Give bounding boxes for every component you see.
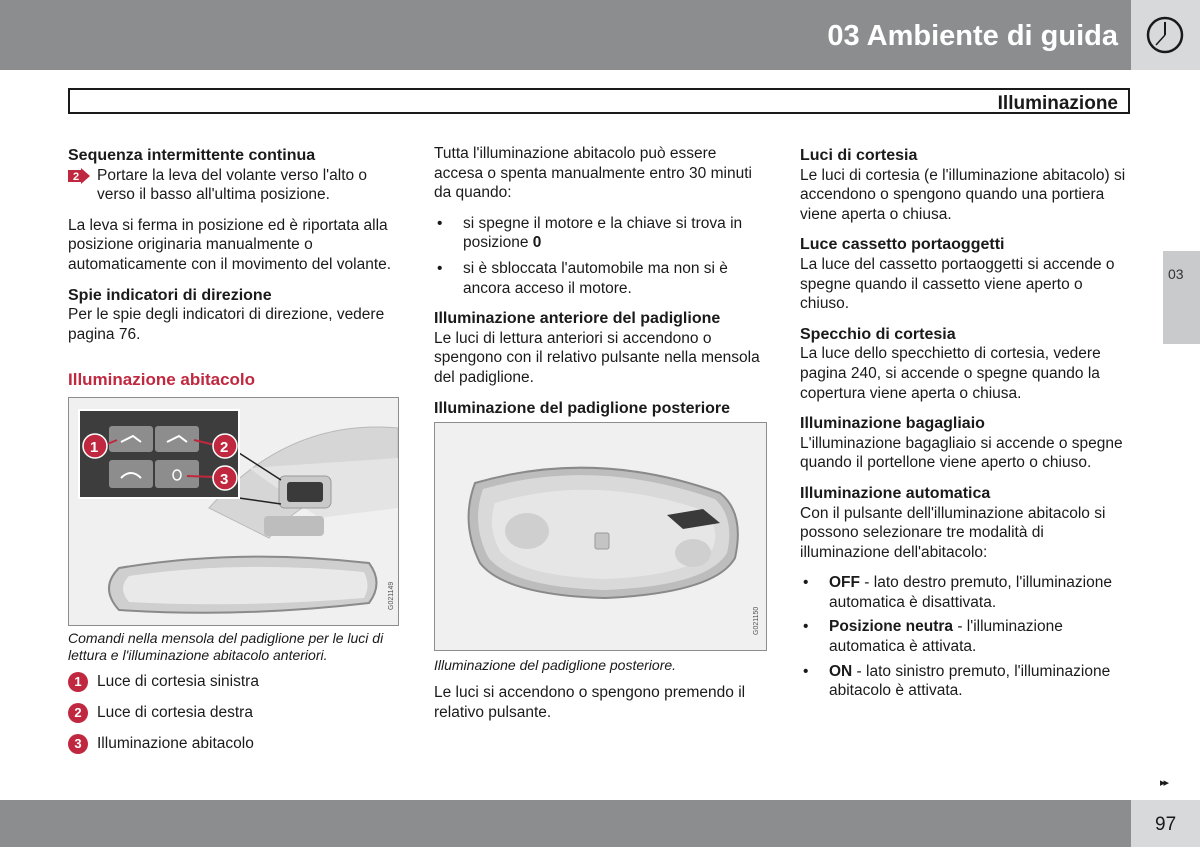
paragraph-specchio: La luce dello specchietto di cortesia, vedere pagina 240, si accende o spegne quando la copertura viene aperta o chiusa. [800, 345, 1101, 402]
bullet-item [800, 617, 1135, 656]
section-title: Illuminazione [997, 93, 1118, 114]
bullet-icon: • [437, 259, 443, 277]
bullet-text: si spegne il motore e la chiave si trova in posizione [463, 214, 743, 252]
bullet-icon: • [437, 214, 443, 232]
bullet-bold: ON [829, 662, 853, 680]
chapter-tab[interactable] [1163, 251, 1200, 344]
bullet-text: - l'illuminazione automatica è attivata. [829, 618, 1063, 656]
step-arrow-icon [68, 168, 90, 184]
bullet-icon: • [803, 662, 809, 680]
heading-bagagliaio: Illuminazione bagagliaio [800, 415, 985, 433]
paragraph-cassetto: La luce del cassetto portaoggetti si accende o spegne quando il cassetto viene aperto o chiuso. [800, 255, 1115, 313]
figure-id: G021150 [753, 606, 760, 636]
column-middle [434, 144, 769, 722]
heading-specchio: Specchio di cortesia [800, 325, 956, 343]
paragraph-bagagliaio: L'illuminazione bagagliaio si accende o spegne quando il portellone viene aperto o chiuso. [800, 434, 1123, 472]
bullet-icon: • [803, 574, 809, 592]
paragraph-manual: Tutta l'illuminazione abitacolo può essere accesa o spenta manualmente entro 30 minuti da quando: [434, 145, 752, 202]
paragraph-pulsante: Le luci si accendono o spengono premendo il relativo pulsante. [434, 684, 746, 721]
bullet-item [800, 573, 1135, 612]
section-header [68, 88, 1130, 114]
paragraph-luci-cortesia: Le luci di cortesia (e l'illuminazione abitacolo) si accendono o spengono quando una portiera viene aperta o chiusa. [800, 166, 1126, 223]
step-number: 2 [73, 170, 80, 183]
page-number: 97 [1155, 814, 1177, 835]
paragraph-anteriore: Le luci di lettura anteriori si accendono o spengono con il relativo pulsante nella mensola del padiglione. [434, 329, 760, 386]
callout-3: 3 [220, 470, 229, 488]
bullet-bold: Posizione neutra [829, 618, 954, 636]
overhead-console-illustration [69, 398, 398, 625]
list-item [68, 734, 403, 753]
callout-1: 1 [90, 438, 99, 456]
item-text: Illuminazione abitacolo [97, 734, 254, 752]
step-text: Portare la leva del volante verso l'alto o verso il basso all'ultima posizione. [97, 166, 368, 204]
bullet-text: - lato destro premuto, l'illuminazione automatica è disattivata. [829, 574, 1112, 611]
bullet-bold: OFF [829, 574, 860, 592]
callout-2: 2 [220, 438, 229, 456]
list-item [68, 672, 403, 691]
item-number: 1 [68, 672, 88, 692]
bullet-text: si è sbloccata l'automobile ma non si è ancora acceso il motore. [463, 259, 728, 297]
figure-overhead-console [68, 397, 399, 626]
chapter-tab-label: 03 [1168, 266, 1184, 282]
list-item [68, 703, 403, 722]
page-number-box [1131, 800, 1200, 847]
rear-roof-light-illustration [435, 423, 766, 650]
bullet-bold: 0 [532, 234, 542, 252]
heading-sequenza: Sequenza intermittente continua [68, 147, 316, 164]
heading-spie: Spie indicatori di direzione [68, 286, 272, 304]
figure-caption: Illuminazione del padiglione posteriore. [434, 657, 677, 674]
chapter-title: 03 Ambiente di guida [827, 20, 1118, 52]
speedometer-icon [1131, 0, 1200, 70]
paragraph-spie: Per le spie degli indicatori di direzione, vedere pagina 76. [68, 306, 385, 343]
heading-luci-cortesia: Luci di cortesia [800, 147, 918, 164]
bullet-item [434, 259, 769, 298]
figure-rear-roof-light [434, 422, 767, 651]
heading-cassetto: Luce cassetto portaoggetti [800, 236, 1005, 254]
heading-anteriore: Illuminazione anteriore del padiglione [434, 310, 721, 328]
paragraph-leva: La leva si ferma in posizione ed è riportata alla posizione originaria manualmente o automaticamente con il movimento del volante. [68, 216, 392, 273]
paragraph-automatica: Con il pulsante dell'illuminazione abitacolo si possono selezionare tre modalità di illuminazione dell'abitacolo: [800, 504, 1106, 561]
footer-bar [0, 800, 1131, 847]
next-page-icon[interactable]: ▸▸ [1160, 777, 1168, 789]
item-number: 3 [68, 734, 88, 754]
item-number: 2 [68, 703, 88, 723]
heading-posteriore: Illuminazione del padiglione posteriore [434, 399, 731, 417]
header-icon-box [1131, 0, 1200, 70]
bullet-item [434, 214, 769, 253]
figure-caption: Comandi nella mensola del padiglione per le luci di lettura e l'illuminazione abitacolo anteriori. [68, 629, 384, 663]
item-text: Luce di cortesia destra [97, 703, 253, 721]
column-right [800, 146, 1135, 701]
bullet-icon: • [803, 618, 809, 636]
heading-automatica: Illuminazione automatica [800, 484, 991, 502]
figure-id: G021149 [388, 581, 395, 610]
instruction-step [68, 166, 403, 205]
bullet-text: - lato sinistro premuto, l'illuminazione abitacolo è attivata. [829, 662, 1111, 700]
bullet-item [800, 662, 1135, 701]
item-text: Luce di cortesia sinistra [97, 672, 259, 690]
column-left [68, 146, 403, 753]
heading-illuminazione-abitacolo: Illuminazione abitacolo [68, 370, 256, 390]
